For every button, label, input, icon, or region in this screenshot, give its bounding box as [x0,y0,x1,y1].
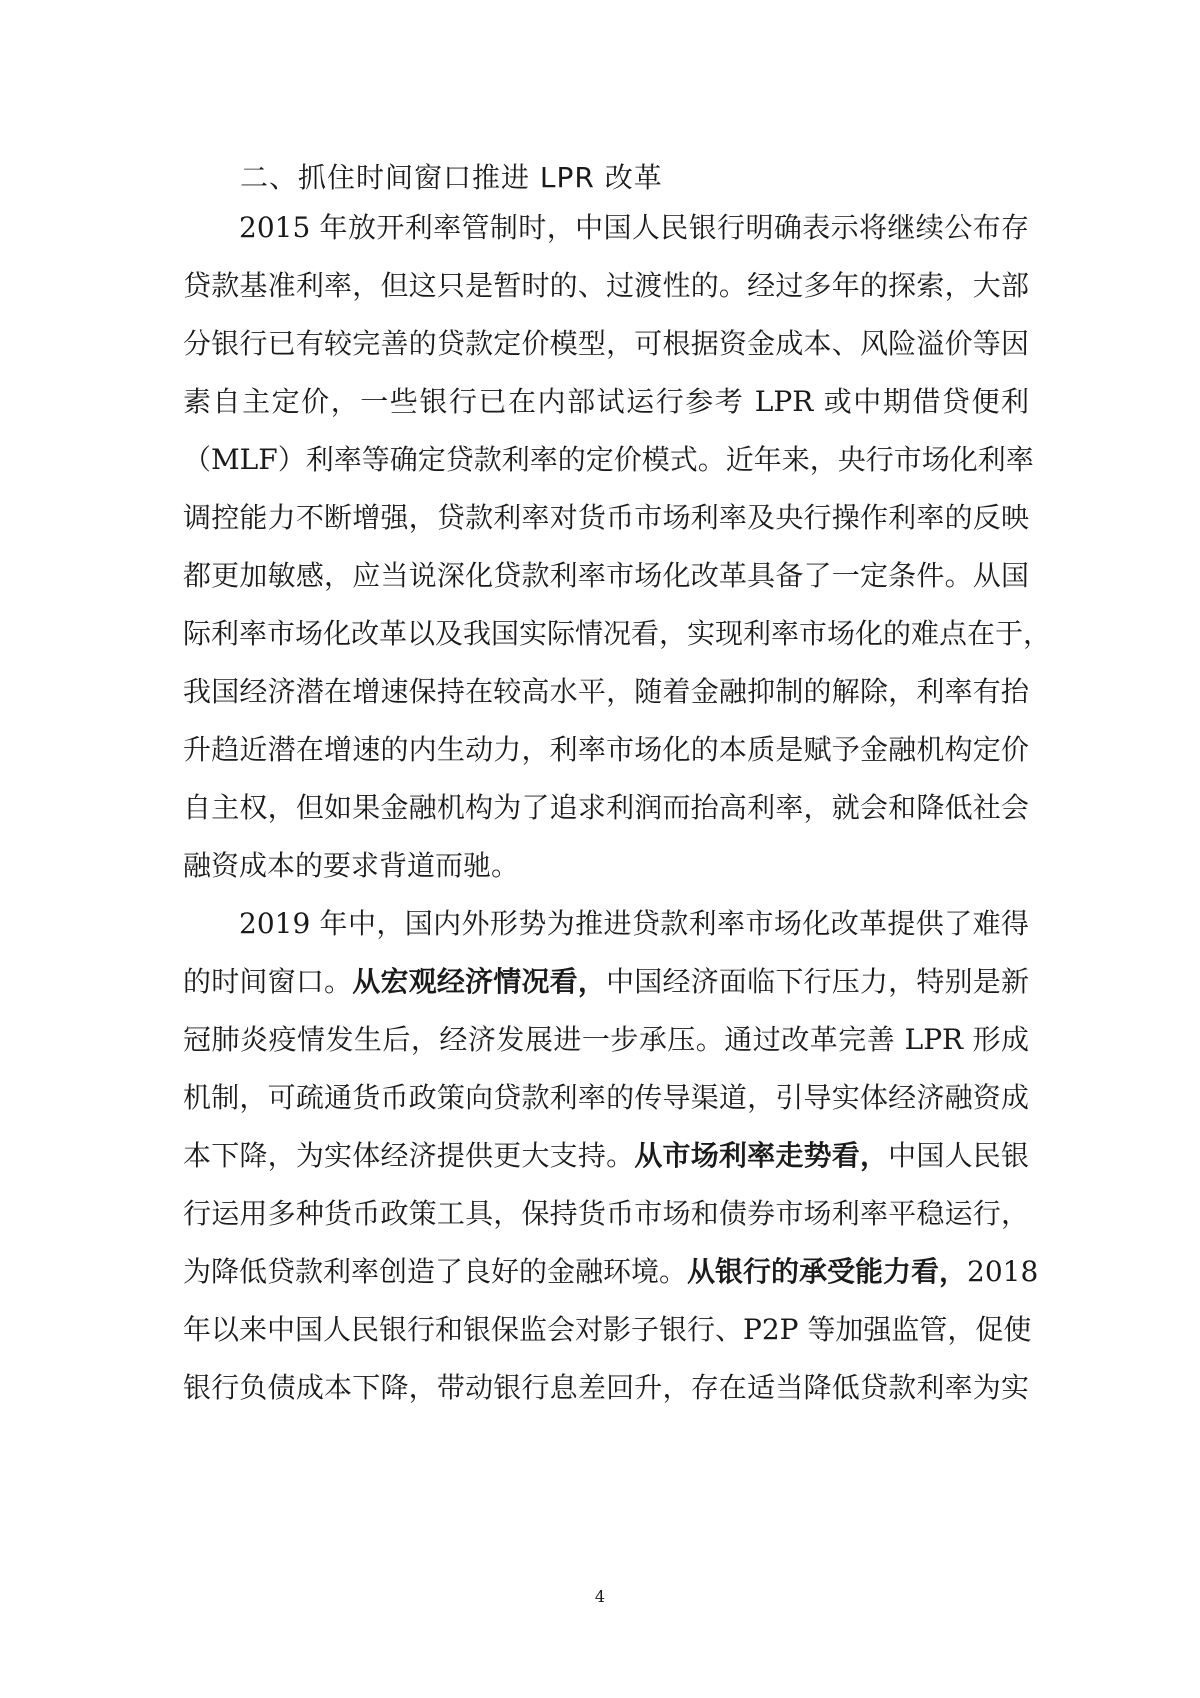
paragraph-2-line: 2019 年中，国内外形势为推进贷款利率市场化改革提供了难得 [239,907,1029,940]
paragraph-2-line: 行运用多种货币政策工具，保持货币市场和债券市场利率平稳运行， [183,1197,1029,1230]
paragraph-2-text: 中国人民银 [888,1139,1029,1172]
paragraph-2-line [183,1252,1039,1292]
paragraph-2-text: 的时间窗口。 [183,965,353,998]
paragraph-1-line: 贷款基准利率，但这只是暂时的、过渡性的。经过多年的探索，大部 [183,269,1029,302]
paragraph-2-line [183,1136,1029,1176]
paragraph-2-line: 银行负债成本下降，带动银行息差回升，存在适当降低贷款利率为实 [183,1371,1029,1404]
bold-emphasis: 从银行的承受能力看， [687,1255,968,1288]
paragraph-1-line: 我国经济潜在增速保持在较高水平，随着金融抑制的解除，利率有抬 [183,675,1029,708]
paragraph-2-text: 本下降，为实体经济提供更大支持。 [183,1139,635,1172]
paragraph-2-line: 年以来中国人民银行和银保监会对影子银行、P2P 等加强监管，促使 [183,1313,1032,1346]
paragraph-2-text: 为降低贷款利率创造了良好的金融环境。 [183,1255,688,1288]
bold-emphasis: 从宏观经济情况看， [352,965,607,998]
bold-emphasis: 从市场利率走势看， [634,1139,889,1172]
paragraph-1-line: 素自主定价，一些银行已在内部试运行参考 LPR 或中期借贷便利 [183,385,1029,418]
paragraph-2-text: 中国经济面临下行压力，特别是新 [606,965,1029,998]
paragraph-1-line: 升趋近潜在增速的内生动力，利率市场化的本质是赋予金融机构定价 [183,733,1029,766]
paragraph-1-line: 融资成本的要求背道而驰。 [183,849,520,882]
page-number: 4 [594,1587,606,1606]
paragraph-1-line: 际利率市场化改革以及我国实际情况看，实现利率市场化的难点在于， [183,617,1052,650]
paragraph-2-text: 2018 [967,1255,1039,1288]
paragraph-1-line: 2015 年放开利率管制时，中国人民银行明确表示将继续公布存 [239,211,1029,244]
paragraph-2-line [183,962,1029,1002]
paragraph-2-line: 机制，可疏通货币政策向贷款利率的传导渠道，引导实体经济融资成 [183,1081,1029,1114]
paragraph-1-line: 都更加敏感，应当说深化贷款利率市场化改革具备了一定条件。从国 [183,559,1029,592]
paragraph-2-line: 冠肺炎疫情发生后，经济发展进一步承压。通过改革完善 LPR 形成 [183,1023,1029,1056]
paragraph-1-line: 调控能力不断增强，贷款利率对货币市场利率及央行操作利率的反映 [183,501,1029,534]
paragraph-1-line: 自主权，但如果金融机构为了追求利润而抬高利率，就会和降低社会 [183,791,1029,824]
paragraph-1-line: （MLF）利率等确定贷款利率的定价模式。近年来，央行市场化利率 [183,443,1034,476]
paragraph-1-line: 分银行已有较完善的贷款定价模型，可根据资金成本、风险溢价等因 [183,327,1029,360]
section-heading: 二、抓住时间窗口推进 LPR 改革 [240,161,663,194]
